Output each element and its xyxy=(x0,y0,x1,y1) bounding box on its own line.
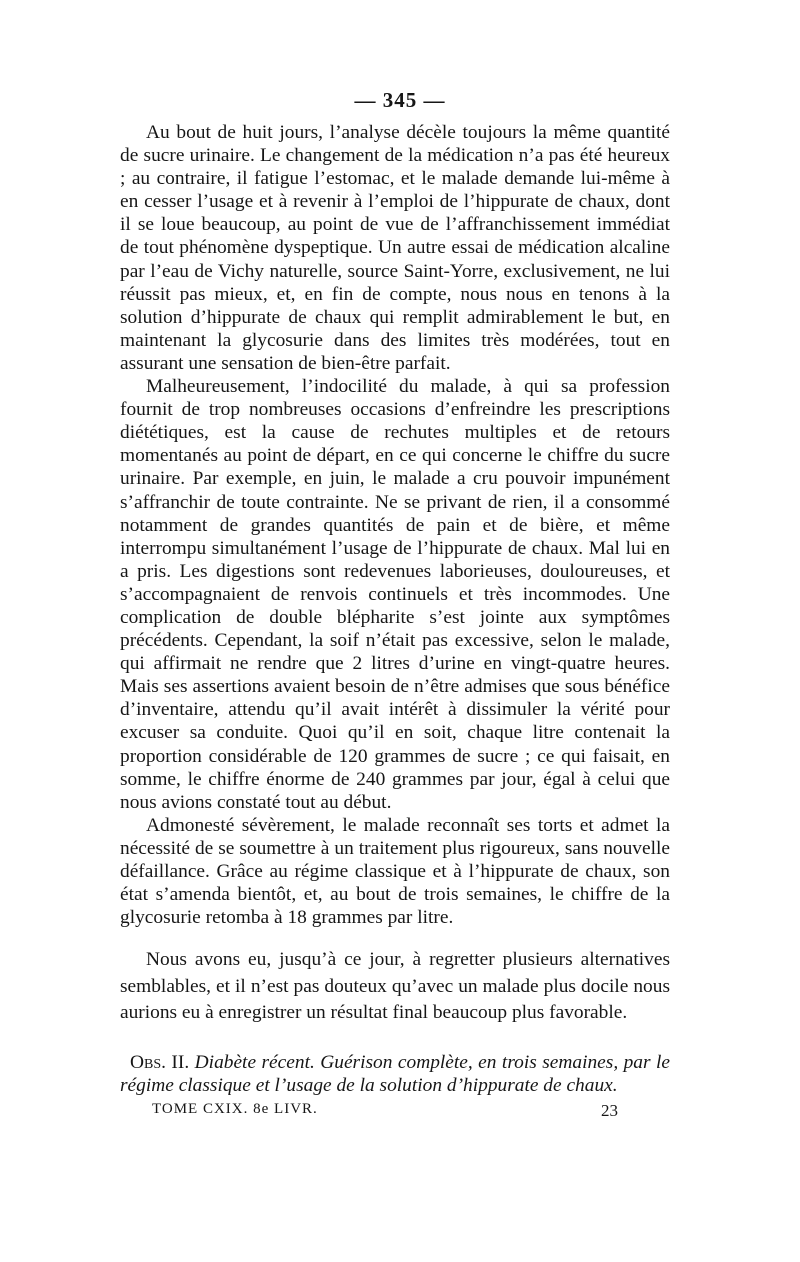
volume-marker: TOME CXIX. 8e LIVR. xyxy=(152,1100,318,1117)
observation-title: Diabète récent. Guérison complète, en trois semaines, par le régime classique et l’usage de la solution d’hippurate de chaux. xyxy=(120,1051,671,1096)
closing-paragraph: Nous avons eu, jusqu’à ce jour, à regretter plusieurs alternatives semblables, et il n’est pas douteux qu’avec un malade plus docile nous aurions eu à enregistrer un résultat final beaucoup plus favorable. xyxy=(120,949,670,1024)
observation-heading xyxy=(120,1051,670,1097)
observation-label: Obs. II. xyxy=(130,1051,190,1073)
page-footer xyxy=(120,1101,670,1121)
signature-number: 23 xyxy=(601,1100,618,1120)
page-number: — 345 — xyxy=(354,88,446,112)
paragraph-2: Malheureusement, l’indocilité du malade, à qui sa profession fournit de trop nombreuses occasions d’enfreindre les prescriptions diététiques, est la cause de rechutes multiples et de retours momentanés au point de départ, en ce qui concerne le chiffre du sucre urinaire. Par exemple, en juin, le malade a cru pouvoir impunément s’affranchir de toute contrainte. Ne se privant de rien, il a consommé notamment de grandes quantités de pain et de bière, et même interrompu simultanément l’usage de l’hippurate de chaux. Mal lui en a pris. Les digestions sont redevenues laborieuses, douloureuses, et s’accompagnaient de renvois continuels et très incommodes. Une complication de double blépharite s’est jointe aux symptômes précédents. Cependant, la soif n’était pas excessive, selon le malade, qui affirmait ne rendre que 2 litres d’urine en vingt-quatre heures. Mais ses assertions avaient besoin de n’être admises que sous bénéfice d’inventaire, attendu qu’il avait intérêt à dissimuler la vérité pour excuser sa conduite. Quoi qu’il en soit, chaque litre contenait la proportion considérable de 120 grammes de sucre ; ce qui faisait, en somme, le chiffre énorme de 240 grammes par jour, égal à celui que nous avions constaté tout au début. xyxy=(120,376,670,813)
paragraph-3: Admonesté sévèrement, le malade reconnaît ses torts et admet la nécessité de se soumettre à un traitement plus rigoureux, sans nouvelle défaillance. Grâce au régime classique et à l’hippurate de chaux, son état s’amenda bientôt, et, au bout de trois semaines, le chiffre de la glycosurie retomba à 18 grammes par litre. xyxy=(120,814,670,929)
document-page xyxy=(120,88,670,1121)
paragraph-1: Au bout de huit jours, l’analyse décèle toujours la même quantité de sucre urinaire. Le changement de la médication n’a pas été heureux ; au contraire, il fatigue l’estomac, et le malade demande lui-même à en cesser l’usage et à revenir à l’emploi de l’hippurate de chaux, dont il se loue beaucoup, au point de vue de l’affranchissement immédiat de tout phénomène dyspeptique. Un autre essai de médication alcaline par l’eau de Vichy naturelle, source Saint-Yorre, exclusivement, ne lui réussit pas mieux, et, en fin de compte, nous nous en tenons à la solution d’hippurate de chaux qui remplit admirablement le but, en maintenant la glycosurie dans des limites très modérées, tout en assurant une sensation de bien-être parfait. xyxy=(120,122,670,374)
